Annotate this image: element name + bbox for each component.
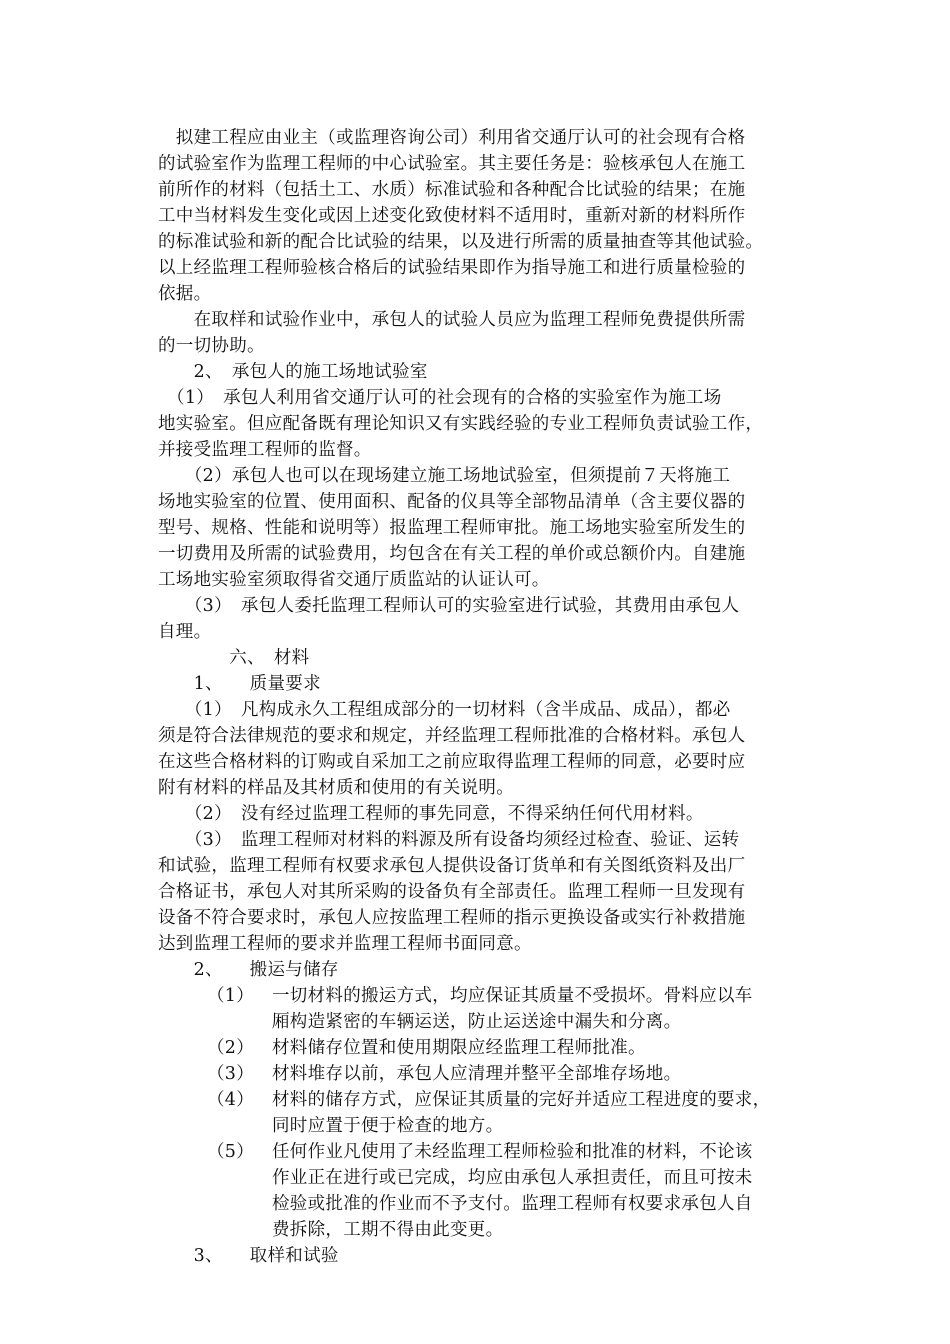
text-line: （2） 没有经过监理工程师的事先同意，不得采纳任何代用材料。 (158, 804, 704, 824)
list-item-number: （2） (207, 1038, 255, 1058)
list-item-text: 材料堆存以前，承包人应清理并整平全部堆存场地。 (272, 1064, 682, 1084)
list-item-text: 厢构造紧密的车辆运送，防止运送途中漏失和分离。 (272, 1012, 682, 1032)
text-line: （1） 承包人利用省交通厅认可的社会现有的合格的实验室作为施工场 (158, 388, 722, 408)
text-line: （3） 监理工程师对材料的料源及所有设备均须经过检查、验证、运转 (158, 830, 740, 850)
text-line: 一切费用及所需的试验费用，均包含在有关工程的单价或总额价内。自建施 (158, 544, 746, 564)
chapter-heading: 六、 材料 (158, 648, 310, 668)
text-line: 的试验室作为监理工程师的中心试验室。其主要任务是：验核承包人在施工 (158, 154, 746, 174)
text-line: （2）承包人也可以在现场建立施工场地试验室，但须提前７天将施工 (158, 466, 731, 486)
text-line: （3） 承包人委托监理工程师认可的实验室进行试验，其费用由承包人 (158, 596, 740, 616)
text-line: 场地实验室的位置、使用面积、配备的仪具等全部物品清单（含主要仪器的 (158, 492, 746, 512)
list-item-text: 任何作业凡使用了未经监理工程师检验和批准的材料，不论该 (272, 1142, 753, 1162)
text-line: 设备不符合要求时，承包人应按监理工程师的指示更换设备或实行补救措施 (158, 908, 746, 928)
text-line: 地实验室。但应配备既有理论知识又有实践经验的专业工程师负责试验工作， (158, 414, 764, 434)
section-heading: 3、 取样和试验 (158, 1246, 339, 1266)
text-line: 前所作的材料（包括土工、水质）标准试验和各种配合比试验的结果；在施 (158, 180, 746, 200)
text-line: 并接受监理工程师的监督。 (158, 440, 372, 460)
text-line: 合格证书，承包人对其所采购的设备负有全部责任。监理工程师一旦发现有 (158, 882, 746, 902)
text-line: 工场地实验室须取得省交通厅质监站的认证认可。 (158, 570, 550, 590)
text-line: 拟建工程应由业主（或监理咨询公司）利用省交通厅认可的社会现有合格 (158, 128, 746, 148)
text-line: 和试验，监理工程师有权要求承包人提供设备订货单和有关图纸资料及出厂 (158, 856, 746, 876)
list-item-text: 材料的储存方式，应保证其质量的完好并适应工程进度的要求， (272, 1090, 771, 1110)
list-item-text: 材料储存位置和使用期限应经监理工程师批准。 (272, 1038, 646, 1058)
section-heading: 1、 质量要求 (158, 674, 321, 694)
text-line: 在取样和试验作业中，承包人的试验人员应为监理工程师免费提供所需 (158, 310, 746, 330)
text-line: 附有材料的样品及其材质和使用的有关说明。 (158, 778, 514, 798)
text-line: 工中当材料发生变化或因上述变化致使材料不适用时，重新对新的材料所作 (158, 206, 746, 226)
text-line: 须是符合法律规范的要求和规定，并经监理工程师批准的合格材料。承包人 (158, 726, 746, 746)
list-item-number: （4） (207, 1090, 255, 1110)
text-line: 依据。 (158, 284, 212, 304)
text-line: 达到监理工程师的要求并监理工程师书面同意。 (158, 934, 532, 954)
list-item-text: 作业正在进行或已完成，均应由承包人承担责任，而且可按未 (272, 1168, 753, 1188)
text-line: 的标准试验和新的配合比试验的结果，以及进行所需的质量抽查等其他试验。 (158, 232, 764, 252)
list-item-text: 同时应置于便于检查的地方。 (272, 1116, 504, 1136)
text-line: 的一切协助。 (158, 336, 265, 356)
list-item-text: 费拆除，工期不得由此变更。 (272, 1220, 504, 1240)
list-item-text: 检验或批准的作业而不予支付。监理工程师有权要求承包人自 (272, 1194, 753, 1214)
section-heading: 2、 搬运与储存 (158, 960, 339, 980)
text-line: 自理。 (158, 622, 212, 642)
section-heading: 2、 承包人的施工场地试验室 (158, 362, 428, 382)
list-item-number: （1） (207, 986, 255, 1006)
list-item-number: （5） (207, 1142, 255, 1162)
text-line: 型号、规格、性能和说明等）报监理工程师审批。施工场地实验室所发生的 (158, 518, 746, 538)
list-item-number: （3） (207, 1064, 255, 1084)
text-line: （1） 凡构成永久工程组成部分的一切材料（含半成品、成品），都必 (158, 700, 731, 720)
text-line: 在这些合格材料的订购或自采加工之前应取得监理工程师的同意，必要时应 (158, 752, 746, 772)
text-line: 以上经监理工程师验核合格后的试验结果即作为指导施工和进行质量检验的 (158, 258, 746, 278)
list-item-text: 一切材料的搬运方式，均应保证其质量不受损坏。骨料应以车 (272, 986, 753, 1006)
